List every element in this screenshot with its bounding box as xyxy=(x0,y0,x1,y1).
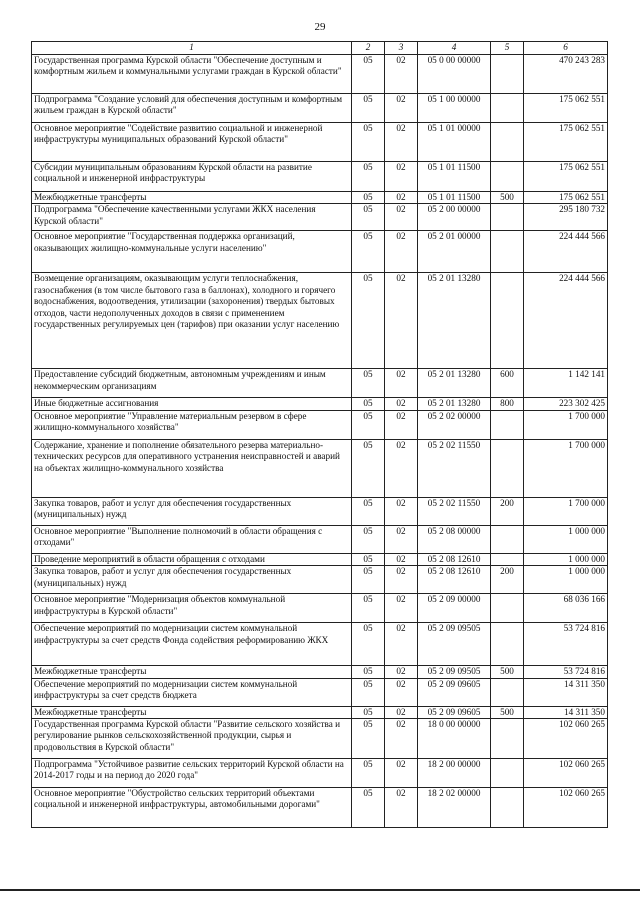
table-row xyxy=(32,398,608,410)
table-row xyxy=(32,706,608,718)
row-expense-type xyxy=(491,719,524,759)
table-row xyxy=(32,525,608,553)
row-name: Основное мероприятие "Государственная поддержка организаций, оказывающих жилищно-коммунальные услуги населению" xyxy=(32,231,352,273)
row-section: 05 xyxy=(352,623,385,666)
row-target-article: 05 1 01 11500 xyxy=(418,162,491,192)
row-subsection: 02 xyxy=(385,123,418,162)
table-row xyxy=(32,666,608,678)
row-target-article: 05 2 08 12610 xyxy=(418,553,491,565)
row-section: 05 xyxy=(352,123,385,162)
row-expense-type xyxy=(491,553,524,565)
row-name: Содержание, хранение и пополнение обязательного резерва материально-технических ресурсов для оперативного устранения неисправностей и аварий на объектах жилищно-коммунального хозяйства xyxy=(32,439,352,497)
row-amount: 295 180 732 xyxy=(524,204,608,231)
row-expense-type xyxy=(491,788,524,828)
row-amount: 1 700 000 xyxy=(524,410,608,439)
row-expense-type xyxy=(491,525,524,553)
row-amount: 224 444 566 xyxy=(524,231,608,273)
row-target-article: 05 2 08 12610 xyxy=(418,566,491,594)
table-row xyxy=(32,204,608,231)
row-amount: 14 311 350 xyxy=(524,678,608,706)
row-section: 05 xyxy=(352,666,385,678)
row-expense-type: 500 xyxy=(491,706,524,718)
row-section: 05 xyxy=(352,497,385,525)
row-amount: 14 311 350 xyxy=(524,706,608,718)
row-section: 05 xyxy=(352,192,385,204)
row-target-article: 05 2 09 09505 xyxy=(418,666,491,678)
row-amount: 223 302 425 xyxy=(524,398,608,410)
row-expense-type xyxy=(491,55,524,94)
row-section: 05 xyxy=(352,162,385,192)
row-name: Межбюджетные трансферты xyxy=(32,706,352,718)
row-target-article: 05 1 00 00000 xyxy=(418,94,491,123)
row-amount: 1 000 000 xyxy=(524,566,608,594)
row-subsection: 02 xyxy=(385,192,418,204)
row-subsection: 02 xyxy=(385,497,418,525)
row-name: Основное мероприятие "Модернизация объектов коммунальной инфраструктуры в Курской области" xyxy=(32,594,352,623)
row-amount: 175 062 551 xyxy=(524,162,608,192)
row-subsection: 02 xyxy=(385,55,418,94)
row-target-article: 05 2 01 13280 xyxy=(418,369,491,398)
column-number-row xyxy=(32,42,608,55)
row-expense-type: 200 xyxy=(491,566,524,594)
row-section: 05 xyxy=(352,369,385,398)
row-subsection: 02 xyxy=(385,439,418,497)
row-section: 05 xyxy=(352,55,385,94)
row-subsection: 02 xyxy=(385,719,418,759)
col-header-5: 5 xyxy=(491,42,524,55)
row-name: Субсидии муниципальным образованиям Курской области на развитие социальной и инженерной инфраструктуры xyxy=(32,162,352,192)
table-row xyxy=(32,678,608,706)
row-section: 05 xyxy=(352,204,385,231)
row-name: Подпрограмма "Устойчивое развитие сельских территорий Курской области на 2014-2017 годы и на период до 2020 года" xyxy=(32,759,352,788)
page-number: 29 xyxy=(314,21,326,33)
row-subsection: 02 xyxy=(385,623,418,666)
table-row xyxy=(32,369,608,398)
row-target-article: 05 2 02 00000 xyxy=(418,410,491,439)
row-expense-type xyxy=(491,439,524,497)
row-subsection: 02 xyxy=(385,678,418,706)
row-subsection: 02 xyxy=(385,759,418,788)
row-name: Государственная программа Курской области "Развитие сельского хозяйства и регулирование рынков сельскохозяйственной продукции, сырья и продовольствия в Курской области" xyxy=(32,719,352,759)
row-target-article: 18 2 00 00000 xyxy=(418,759,491,788)
row-amount: 175 062 551 xyxy=(524,123,608,162)
row-subsection: 02 xyxy=(385,162,418,192)
row-target-article: 05 0 00 00000 xyxy=(418,55,491,94)
row-target-article: 05 2 01 00000 xyxy=(418,231,491,273)
table-row xyxy=(32,439,608,497)
row-name: Основное мероприятие "Содействие развитию социальной и инженерной инфраструктуры муниципальных образований Курской области" xyxy=(32,123,352,162)
row-subsection: 02 xyxy=(385,525,418,553)
col-header-6: 6 xyxy=(524,42,608,55)
row-target-article: 05 2 09 09505 xyxy=(418,623,491,666)
row-subsection: 02 xyxy=(385,398,418,410)
col-header-3: 3 xyxy=(385,42,418,55)
row-amount: 1 000 000 xyxy=(524,525,608,553)
row-name: Подпрограмма "Создание условий для обеспечения доступным и комфортным жильем граждан в Курской области" xyxy=(32,94,352,123)
row-subsection: 02 xyxy=(385,566,418,594)
row-name: Основное мероприятие "Управление материальным резервом в сфере жилищно-коммунального хозяйства" xyxy=(32,410,352,439)
row-expense-type xyxy=(491,204,524,231)
row-subsection: 02 xyxy=(385,706,418,718)
row-section: 05 xyxy=(352,788,385,828)
table-row xyxy=(32,192,608,204)
row-expense-type xyxy=(491,678,524,706)
row-target-article: 05 2 00 00000 xyxy=(418,204,491,231)
row-subsection: 02 xyxy=(385,273,418,369)
row-section: 05 xyxy=(352,525,385,553)
row-name: Основное мероприятие "Выполнение полномочий в области обращения с отходами" xyxy=(32,525,352,553)
row-name: Государственная программа Курской области "Обеспечение доступным и комфортным жильем и коммунальными услугами граждан в Курской области" xyxy=(32,55,352,94)
row-target-article: 05 2 02 11550 xyxy=(418,439,491,497)
budget-table xyxy=(31,41,608,828)
row-section: 05 xyxy=(352,398,385,410)
row-target-article: 05 2 08 00000 xyxy=(418,525,491,553)
row-subsection: 02 xyxy=(385,410,418,439)
table-row xyxy=(32,231,608,273)
row-target-article: 05 2 09 09605 xyxy=(418,706,491,718)
row-target-article: 05 2 01 13280 xyxy=(418,398,491,410)
row-section: 05 xyxy=(352,678,385,706)
row-name: Проведение мероприятий в области обращения с отходами xyxy=(32,553,352,565)
table-row xyxy=(32,553,608,565)
row-amount: 1 700 000 xyxy=(524,439,608,497)
row-target-article: 18 0 00 00000 xyxy=(418,719,491,759)
row-subsection: 02 xyxy=(385,369,418,398)
table-row xyxy=(32,162,608,192)
row-section: 05 xyxy=(352,594,385,623)
row-name: Возмещение организациям, оказывающим услуги теплоснабжения, газоснабжения (в том числе бытового газа в баллонах), холодного и горячего водоснабжения, водоотведения, утилизации (захоронения) твердых бытовых отходов, части недополученных доходов в связи с применением государственных регулируемых цен (тарифов) при оказании услуг населению xyxy=(32,273,352,369)
row-target-article: 05 1 01 11500 xyxy=(418,192,491,204)
row-name: Межбюджетные трансферты xyxy=(32,666,352,678)
row-subsection: 02 xyxy=(385,666,418,678)
table-row xyxy=(32,94,608,123)
row-expense-type: 800 xyxy=(491,398,524,410)
col-header-2: 2 xyxy=(352,42,385,55)
row-subsection: 02 xyxy=(385,594,418,623)
row-amount: 102 060 265 xyxy=(524,719,608,759)
table-body xyxy=(32,55,608,828)
row-subsection: 02 xyxy=(385,231,418,273)
row-name: Закупка товаров, работ и услуг для обеспечения государственных (муниципальных) нужд xyxy=(32,566,352,594)
row-subsection: 02 xyxy=(385,788,418,828)
row-section: 05 xyxy=(352,410,385,439)
table-row xyxy=(32,123,608,162)
table-row xyxy=(32,497,608,525)
row-name: Подпрограмма "Обеспечение качественными услугами ЖКХ населения Курской области" xyxy=(32,204,352,231)
table-row xyxy=(32,759,608,788)
row-amount: 1 000 000 xyxy=(524,553,608,565)
row-amount: 53 724 816 xyxy=(524,623,608,666)
row-name: Иные бюджетные ассигнования xyxy=(32,398,352,410)
row-amount: 224 444 566 xyxy=(524,273,608,369)
row-expense-type: 600 xyxy=(491,369,524,398)
row-expense-type xyxy=(491,123,524,162)
row-section: 05 xyxy=(352,273,385,369)
table-row xyxy=(32,594,608,623)
row-name: Обеспечение мероприятий по модернизации систем коммунальной инфраструктуры за счет средств бюджета xyxy=(32,678,352,706)
row-name: Закупка товаров, работ и услуг для обеспечения государственных (муниципальных) нужд xyxy=(32,497,352,525)
col-header-4: 4 xyxy=(418,42,491,55)
row-amount: 102 060 265 xyxy=(524,788,608,828)
row-expense-type xyxy=(491,759,524,788)
row-name: Основное мероприятие "Обустройство сельских территорий объектами социальной и инженерной инфраструктуры, автомобильными дорогами" xyxy=(32,788,352,828)
row-expense-type: 200 xyxy=(491,497,524,525)
row-subsection: 02 xyxy=(385,204,418,231)
row-expense-type xyxy=(491,273,524,369)
row-expense-type xyxy=(491,594,524,623)
row-subsection: 02 xyxy=(385,94,418,123)
row-section: 05 xyxy=(352,566,385,594)
row-section: 05 xyxy=(352,553,385,565)
table-row xyxy=(32,788,608,828)
row-expense-type xyxy=(491,623,524,666)
row-section: 05 xyxy=(352,439,385,497)
row-expense-type xyxy=(491,231,524,273)
table-row xyxy=(32,410,608,439)
row-subsection: 02 xyxy=(385,553,418,565)
row-section: 05 xyxy=(352,706,385,718)
row-expense-type xyxy=(491,162,524,192)
row-target-article: 05 2 01 13280 xyxy=(418,273,491,369)
row-section: 05 xyxy=(352,231,385,273)
row-section: 05 xyxy=(352,719,385,759)
table-row xyxy=(32,273,608,369)
bottom-rule xyxy=(0,889,640,891)
row-amount: 470 243 283 xyxy=(524,55,608,94)
row-expense-type: 500 xyxy=(491,192,524,204)
row-section: 05 xyxy=(352,94,385,123)
table-row xyxy=(32,719,608,759)
row-target-article: 18 2 02 00000 xyxy=(418,788,491,828)
row-amount: 68 036 166 xyxy=(524,594,608,623)
row-section: 05 xyxy=(352,759,385,788)
row-expense-type xyxy=(491,410,524,439)
row-expense-type: 500 xyxy=(491,666,524,678)
row-amount: 175 062 551 xyxy=(524,192,608,204)
row-amount: 102 060 265 xyxy=(524,759,608,788)
row-target-article: 05 2 02 11550 xyxy=(418,497,491,525)
row-name: Межбюджетные трансферты xyxy=(32,192,352,204)
row-amount: 1 700 000 xyxy=(524,497,608,525)
table-row xyxy=(32,55,608,94)
row-name: Обеспечение мероприятий по модернизации систем коммунальной инфраструктуры за счет средств Фонда содействия реформированию ЖКХ xyxy=(32,623,352,666)
row-target-article: 05 2 09 09605 xyxy=(418,678,491,706)
row-amount: 1 142 141 xyxy=(524,369,608,398)
table-row xyxy=(32,566,608,594)
row-expense-type xyxy=(491,94,524,123)
col-header-1: 1 xyxy=(32,42,352,55)
table-row xyxy=(32,623,608,666)
row-target-article: 05 2 09 00000 xyxy=(418,594,491,623)
row-name: Предоставление субсидий бюджетным, автономным учреждениям и иным некоммерческим организациям xyxy=(32,369,352,398)
row-target-article: 05 1 01 00000 xyxy=(418,123,491,162)
row-amount: 175 062 551 xyxy=(524,94,608,123)
row-amount: 53 724 816 xyxy=(524,666,608,678)
